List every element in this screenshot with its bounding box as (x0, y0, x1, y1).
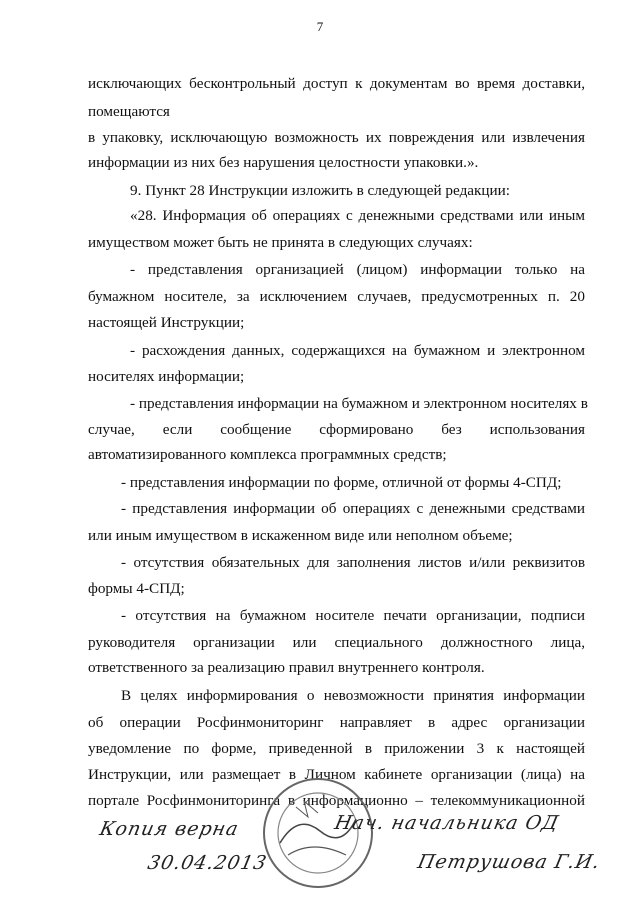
text-line: В целях информирования о невозможности принятия информации (121, 687, 585, 704)
text-line: «28. Информация об операциях с денежными средствами или иным (130, 207, 585, 224)
text-line: носителях информации; (88, 368, 245, 385)
text-line: формы 4-СПД; (88, 580, 185, 597)
page-number: 7 (316, 19, 324, 34)
text-line: - отсутствия на бумажном носителе печати организации, подписи (121, 607, 585, 624)
text-line: помещаются (88, 103, 170, 120)
text-line: в упаковку, исключающую возможность их повреждения или извлечения (88, 129, 585, 146)
text-line: уведомление по форме, приведенной в приложении 3 к настоящей (88, 740, 585, 757)
text-line: 9. Пункт 28 Инструкции изложить в следующей редакции: (130, 182, 511, 199)
text-line: - представления организацией (лицом) информации только на (130, 261, 585, 278)
text-line: - представления информации об операциях с денежными средствами (121, 500, 585, 517)
text-line: Инструкции, или размещает в Личном кабинете организации (лица) на (88, 766, 585, 783)
text-line: - представления информации на бумажном и электронном носителях в (130, 395, 588, 412)
text-line: настоящей Инструкции; (88, 314, 245, 331)
text-line: случае, если сообщение сформировано без использования (88, 421, 585, 438)
text-line: об операции Росфинмониторинг направляет в адрес организации (88, 714, 585, 731)
text-line: - представления информации по форме, отличной от формы 4-СПД; (121, 474, 562, 491)
text-line: имуществом может быть не принята в следующих случаях: (88, 234, 473, 251)
handwritten-position: Нач. начальника ОД (332, 812, 562, 834)
handwritten-copy-note: Копия верна (97, 818, 241, 840)
text-line: - отсутствия обязательных для заполнения листов и/или реквизитов (121, 554, 585, 571)
text-line: или иным имуществом в искаженном виде или неполном объеме; (88, 527, 513, 544)
text-line: ответственного за реализацию правил внутреннего контроля. (88, 659, 485, 676)
handwritten-date: 30.04.2013 (145, 852, 270, 874)
text-line: порталe Росфинмониторинга в информационно – телекоммуникационной (88, 792, 585, 809)
text-line: - расхождения данных, содержащихся на бумажном и электронном (130, 342, 585, 359)
text-line: исключающих бесконтрольный доступ к документам во время доставки, (88, 75, 585, 92)
text-line: руководителя организации или специального должностного лица, (88, 634, 585, 651)
text-line: информации из них без нарушения целостности упаковки.». (88, 154, 479, 171)
text-line: автоматизированного комплекса программных средств; (88, 446, 447, 463)
handwritten-signature-name: Петрушова Г.И. (415, 851, 603, 873)
text-line: бумажном носителе, за исключением случаев, предусмотренных п. 20 (88, 288, 585, 305)
